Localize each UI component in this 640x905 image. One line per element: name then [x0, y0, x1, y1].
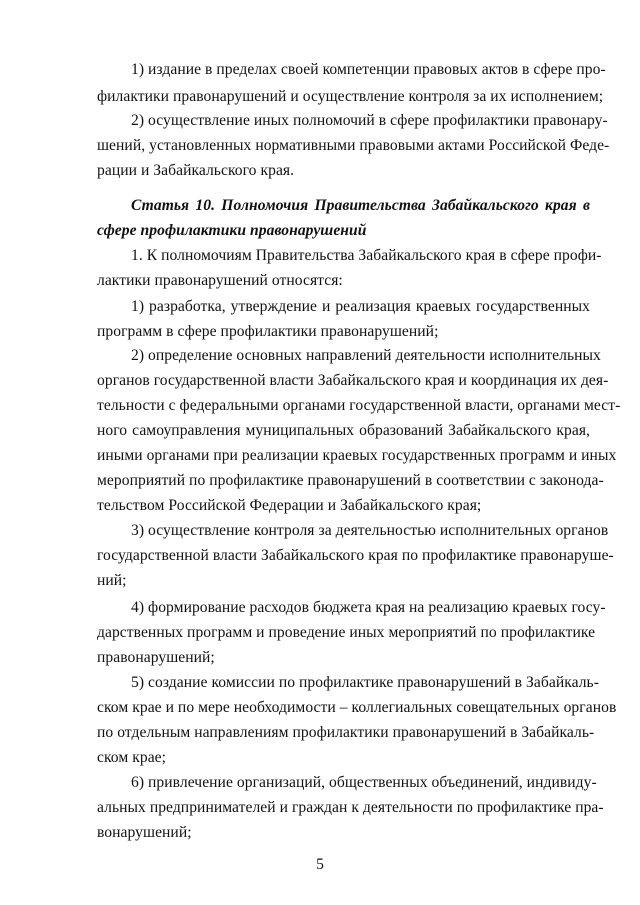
- article-heading: Статья 10. Полномочия Правительства Забайкальского края в: [131, 197, 590, 214]
- text-line: правонарушений;: [97, 649, 215, 666]
- text-line: государственной власти Забайкальского края по профилактике правонаруше-: [97, 547, 614, 564]
- text-line: ний;: [97, 572, 127, 589]
- text-line: ском крае и по мере необходимости – коллегиальных совещательных органов: [97, 699, 617, 716]
- page-number: 5: [316, 856, 324, 873]
- text-line: вонарушений;: [97, 824, 192, 841]
- text-line: шений, установленных нормативными правовыми актами Российской Феде-: [97, 137, 610, 154]
- text-line: тельности с федеральными органами государственной власти, органами мест-: [97, 397, 621, 414]
- text-line: органов государственной власти Забайкальского края и координация их дея-: [97, 372, 609, 389]
- text-line: 1) издание в пределах своей компетенции правовых актов в сфере про-: [131, 61, 606, 78]
- text-line: 3) осуществление контроля за деятельностью исполнительных органов: [131, 522, 609, 539]
- text-line: 1) разработка, утверждение и реализация краевых государственных: [131, 298, 590, 315]
- text-line: иными органами при реализации краевых государственных программ и иных: [97, 447, 617, 464]
- article-heading: сфере профилактики правонарушений: [97, 222, 367, 239]
- text-line: 1. К полномочиям Правительства Забайкальского края в сфере профи-: [131, 247, 602, 264]
- text-line: альных предпринимателей и граждан к деятельности по профилактике пра-: [97, 799, 604, 816]
- text-line: рации и Забайкальского края.: [97, 162, 295, 179]
- text-line: дарственных программ и проведение иных мероприятий по профилактике: [97, 624, 596, 641]
- text-line: по отдельным направлениям профилактики правонарушений в Забайкаль-: [97, 724, 595, 741]
- text-line: 2) осуществление иных полномочий в сфере профилактики правонару-: [131, 112, 608, 129]
- text-line: филактики правонарушений и осуществление контроля за их исполнением;: [97, 88, 604, 105]
- text-line: программ в сфере профилактики правонарушений;: [97, 323, 439, 340]
- text-line: 5) создание комиссии по профилактике правонарушений в Забайкаль-: [131, 674, 599, 691]
- text-line: мероприятий по профилактике правонарушений в соответствии с законода-: [97, 472, 604, 489]
- text-line: лактики правонарушений относятся:: [97, 272, 343, 289]
- text-line: 2) определение основных направлений деятельности исполнительных: [131, 347, 601, 364]
- text-line: 4) формирование расходов бюджета края на реализацию краевых госу-: [131, 599, 606, 616]
- text-line: ском крае;: [97, 749, 167, 766]
- text-line: 6) привлечение организаций, общественных объединений, индивиду-: [131, 774, 597, 791]
- text-line: ного самоуправления муниципальных образований Забайкальского края,: [97, 422, 590, 439]
- text-line: тельством Российской Федерации и Забайкальского края;: [97, 497, 482, 514]
